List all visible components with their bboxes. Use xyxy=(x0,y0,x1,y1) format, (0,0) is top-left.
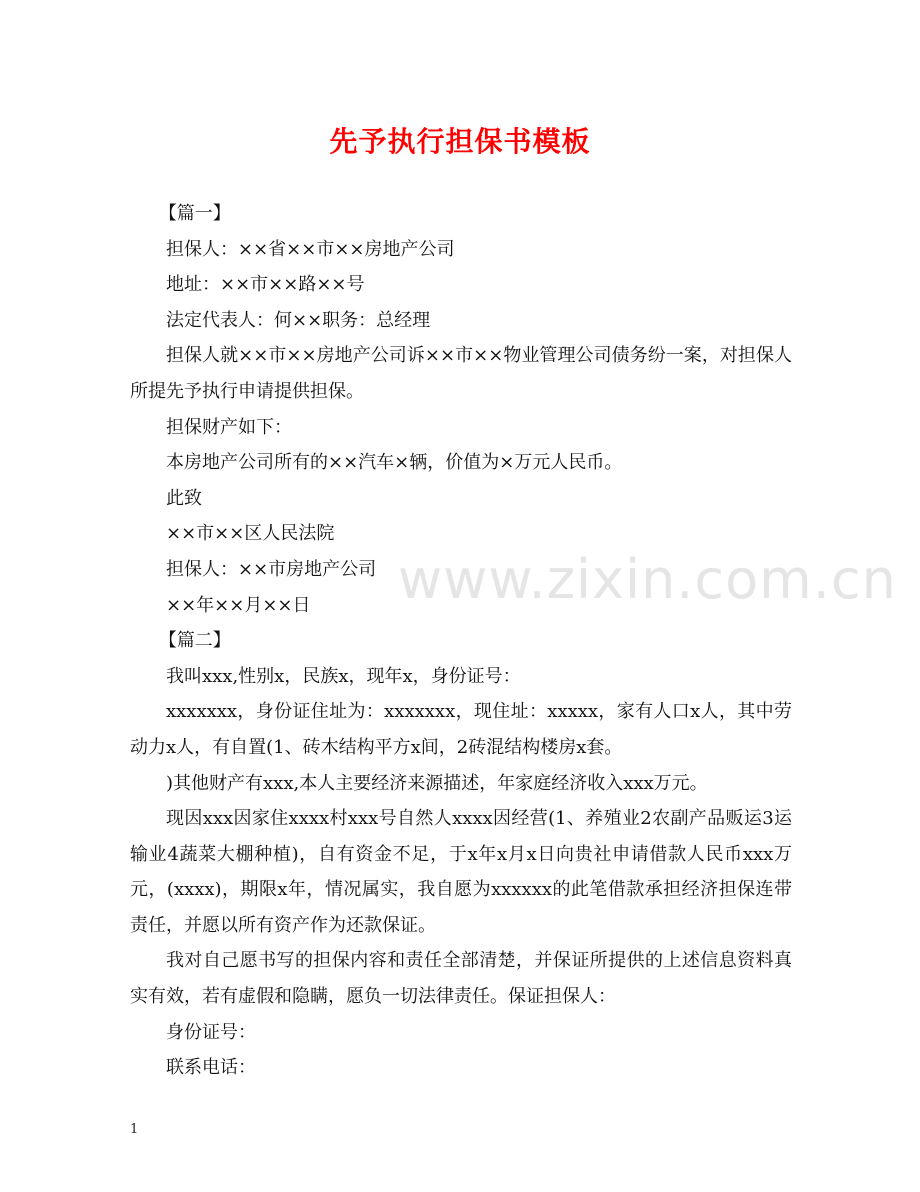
court-line: ××市××区人民法院 xyxy=(166,523,335,545)
case-description-paragraph: 担保人就××市××房地产公司诉××市××物业管理公司债务纷一案，对担保人所提先予执行申请提供担保。 xyxy=(130,345,792,402)
income-paragraph: )其他财产有xxx,本人主要经济来源描述，年家庭经济收入xxx万元。 xyxy=(166,772,708,794)
guarantor-line: 担保人：××省××市××房地产公司 xyxy=(166,238,455,260)
household-paragraph: xxxxxxx，身份证住址为：xxxxxxx，现住址：xxxxx，家有人口x人，其中劳动力x人，有自置(1、砖木结构平方x间，2砖混结构楼房x套。 xyxy=(130,701,792,758)
id-number-field-line: 身份证号： xyxy=(166,1021,256,1043)
property-heading-line: 担保财产如下： xyxy=(166,416,292,438)
date-line: ××年××月××日 xyxy=(166,594,311,616)
document-title: 先予执行担保书模板 xyxy=(329,125,591,158)
page-number: 1 xyxy=(130,1122,139,1137)
document-body xyxy=(130,196,792,1086)
address-line: 地址：××市××路××号 xyxy=(166,274,365,296)
section-heading-2: 【篇二】 xyxy=(158,630,231,652)
signature-guarantor-line: 担保人：××市房地产公司 xyxy=(166,558,377,580)
identity-intro-line: 我叫xxx,性别x，民族x，现年x，身份证号： xyxy=(166,665,521,687)
legal-representative-line: 法定代表人：何××职务：总经理 xyxy=(166,309,431,331)
responsibility-paragraph: 我对自己愿书写的担保内容和责任全部清楚，并保证所提供的上述信息资料真实有效，若有虚假和隐瞒，愿负一切法律责任。保证担保人： xyxy=(130,950,792,1008)
phone-field-line: 联系电话： xyxy=(166,1057,256,1079)
watermark-logo: www.zixin.com.cn xyxy=(398,548,897,611)
loan-guarantee-paragraph: 现因xxx因家住xxxx村xxx号自然人xxxx因经营(1、养殖业2农副产品贩运3运输业4蔬菜大棚种植)，自有资金不足，于x年x月x日向贵社申请借款人民币xxx万元，(xxxx)，期限x年，情况属实，我自愿为xxxxxx的此笔借款承担经济担保连带责任，并愿以所有资产作为还款保证。 xyxy=(130,808,792,936)
property-description-line: 本房地产公司所有的××汽车×辆，价值为×万元人民币。 xyxy=(166,452,623,474)
section-heading-1: 【篇一】 xyxy=(158,203,231,224)
salutation-line: 此致 xyxy=(166,487,202,509)
